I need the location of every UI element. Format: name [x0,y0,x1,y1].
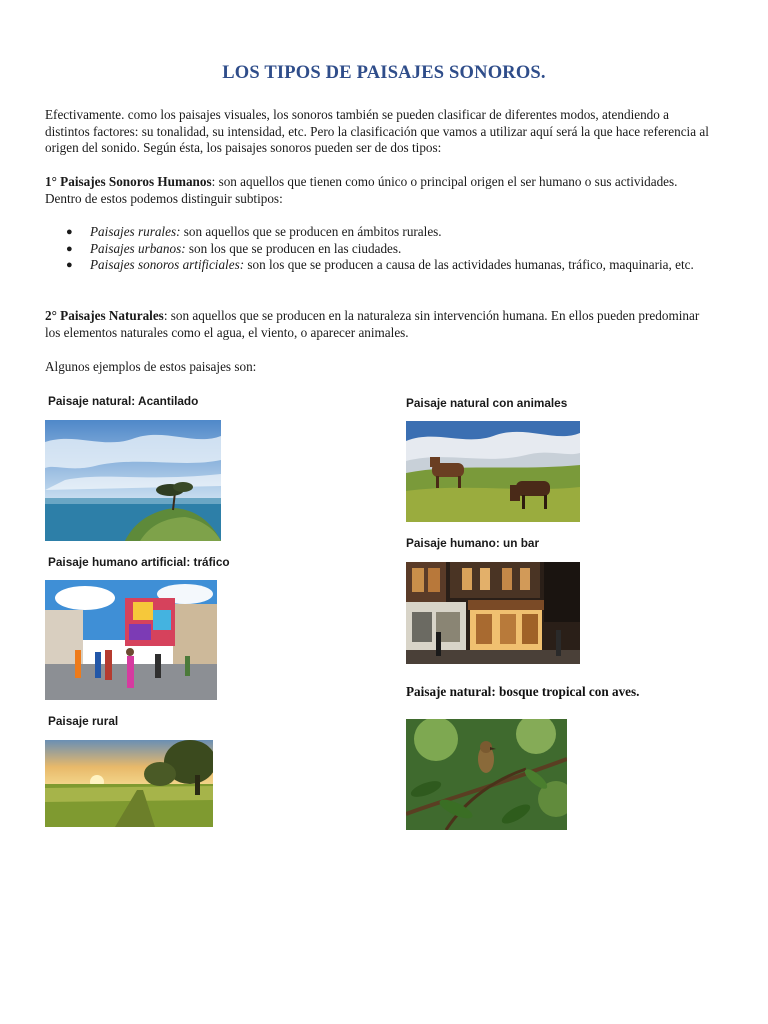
caption-animales: Paisaje natural con animales [406,396,568,410]
list-item [66,224,750,241]
subtype-term: Paisajes rurales: [90,224,181,239]
subtype-text: son los que se producen en las ciudades. [185,240,402,256]
naturales-heading: 2° Paisajes Naturales [45,308,164,323]
subtype-text: son aquellos que se producen en ámbitos rurales. [180,224,442,239]
intro-paragraph: Efectivamente. como los paisajes visuales, los sonoros también se pueden clasificar de diferentes modos, atendiendo a distintos factores: su tonalidad, su intensidad, etc. Pero la clasificación que vamos a utilizar aquí será la que hace referencia al origen del sonido. Según ésta, los paisajes sonoros pueden ser de dos tipos: [45,107,709,155]
photo-rural [45,740,213,827]
caption-trafico: Paisaje humano artificial: tráfico [48,555,230,569]
photo-bar [406,562,580,664]
photo-acantilado [45,420,221,541]
humanos-text: : son aquellos que tienen como único o principal origen el ser humano o sus actividades. Dentro de estos podemos distinguir subtipos: [45,174,678,206]
photo-trafico [45,580,217,700]
subtype-text: son los que se producen a causa de las actividades humanas, tráfico, maquinaria, etc. [244,257,694,272]
naturales-paragraph [45,308,715,341]
subtypes-list [45,224,750,274]
subtype-term: Paisajes urbanos: [90,240,186,256]
list-item [66,240,750,258]
page-title: LOS TIPOS DE PAISAJES SONOROS. [222,63,546,83]
caption-acantilado: Paisaje natural: Acantilado [48,394,199,408]
examples-intro: Algunos ejemplos de estos paisajes son: [45,359,257,374]
naturales-text: : son aquellos que se producen en la naturaleza sin intervención humana. En ellos pueden predominar los elementos naturales como el agua, el viento, o aparecer animales. [45,308,700,340]
humanos-heading: 1° Paisajes Sonoros Humanos [45,174,212,189]
caption-bar: Paisaje humano: un bar [406,536,540,550]
subtype-term: Paisajes sonoros artificiales: [90,257,245,272]
bullet-icon: ● [66,226,73,238]
photo-animales [406,421,580,522]
bullet-icon: ● [66,259,73,271]
caption-bosque: Paisaje natural: bosque tropical con aves. [406,684,640,699]
list-item [66,257,750,274]
bullet-icon: ● [66,242,73,255]
photo-bosque [406,719,567,830]
caption-rural: Paisaje rural [48,714,119,728]
humanos-paragraph [45,174,715,207]
